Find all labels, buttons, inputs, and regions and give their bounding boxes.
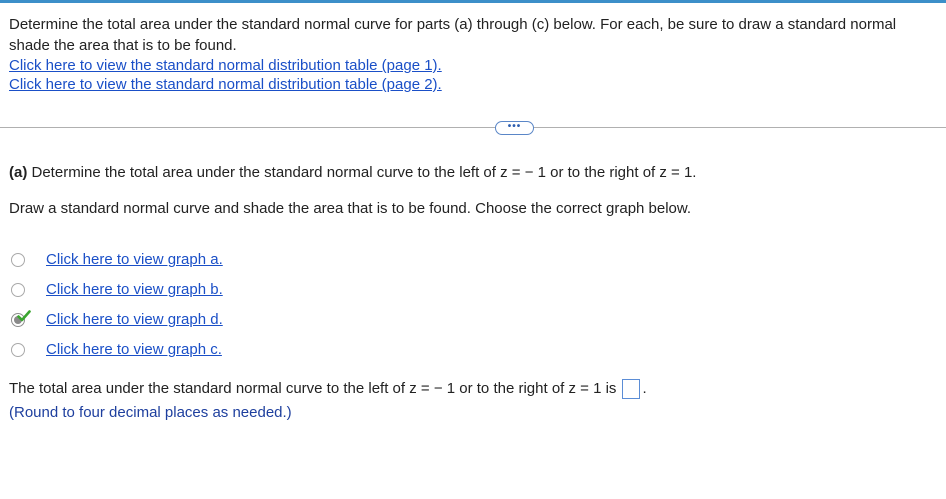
intro-line-1: Determine the total area under the standard normal curve for parts (a) through (c) below. For each, be sure to draw a standard normal	[9, 16, 897, 33]
option-graph-a-radio[interactable]	[11, 253, 25, 267]
graph-options	[11, 245, 223, 365]
option-graph-a-link[interactable]: Click here to view graph a.	[46, 251, 223, 268]
top-accent-rule	[0, 0, 946, 3]
option-graph-d	[11, 305, 223, 335]
option-graph-c	[11, 335, 222, 365]
answer-suffix: .	[642, 380, 647, 397]
option-graph-c-radio[interactable]	[11, 343, 25, 357]
option-graph-b	[11, 275, 223, 305]
option-graph-d-link[interactable]: Click here to view graph d.	[46, 311, 223, 328]
part-a-question	[9, 163, 696, 183]
part-a-question-text: Determine the total area under the standard normal curve to the left of z = − 1 or to the right of z = 1.	[27, 164, 697, 181]
option-graph-c-link[interactable]: Click here to view graph c.	[46, 341, 222, 358]
ellipsis-icon: •••	[507, 120, 522, 132]
normal-table-page-1-link[interactable]: Click here to view the standard normal distribution table (page 1).	[9, 57, 442, 74]
option-graph-b-link[interactable]: Click here to view graph b.	[46, 281, 223, 298]
question-intro	[9, 14, 946, 94]
rounding-note: (Round to four decimal places as needed.)	[9, 404, 292, 421]
intro-line-2: shade the area that is to be found.	[9, 37, 237, 54]
part-a-label: (a)	[9, 164, 28, 181]
normal-table-page-2-link[interactable]: Click here to view the standard normal distribution table (page 2).	[9, 76, 442, 93]
expand-more-button[interactable]	[495, 121, 534, 135]
answer-prompt: The total area under the standard normal curve to the left of z = − 1 or to the right of z = 1 is	[9, 380, 617, 397]
answer-row	[9, 379, 647, 399]
option-graph-b-radio[interactable]	[11, 283, 25, 297]
correct-check-icon	[17, 309, 31, 323]
answer-input[interactable]	[622, 379, 640, 399]
section-divider	[0, 127, 946, 128]
graph-instruction: Draw a standard normal curve and shade the area that is to be found. Choose the correct graph below.	[9, 200, 692, 217]
option-graph-a	[11, 245, 223, 275]
